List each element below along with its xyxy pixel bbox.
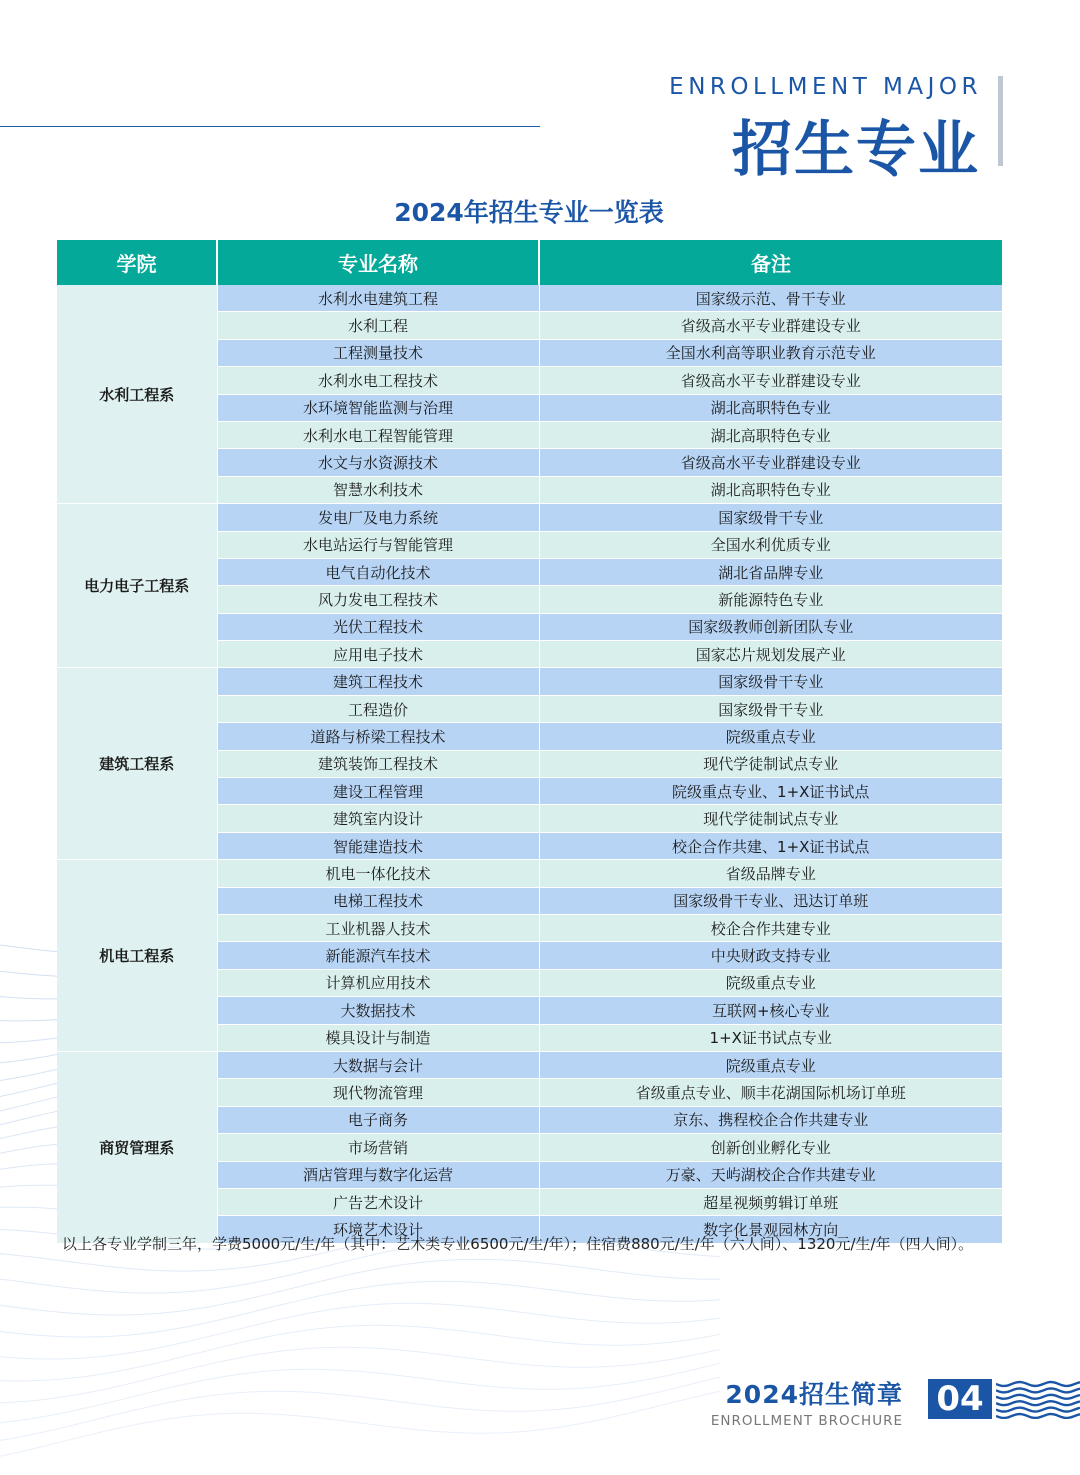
page-wave-line — [996, 1401, 1080, 1405]
header-rule — [0, 126, 540, 127]
major-name-cell: 机电一体化技术 — [217, 860, 539, 887]
major-name-cell: 工程测量技术 — [217, 339, 539, 366]
major-name-cell: 建筑室内设计 — [217, 805, 539, 832]
major-name-cell: 水电站运行与智能管理 — [217, 531, 539, 558]
major-note-cell: 国家级教师创新团队专业 — [539, 613, 1002, 640]
major-note-cell: 国家级骨干专业、迅达订单班 — [539, 887, 1002, 914]
brochure-subtitle: ENROLLMENT BROCHURE — [710, 1413, 903, 1429]
major-note-cell: 院级重点专业、1+X证书试点 — [539, 778, 1002, 805]
major-name-cell: 发电厂及电力系统 — [217, 504, 539, 531]
major-name-cell: 水利工程 — [217, 312, 539, 339]
major-name-cell: 大数据技术 — [217, 997, 539, 1024]
major-note-cell: 省级高水平专业群建设专业 — [539, 367, 1002, 394]
major-name-cell: 电梯工程技术 — [217, 887, 539, 914]
table-row — [57, 668, 1002, 695]
majors-table — [57, 240, 1002, 1244]
major-name-cell: 水利水电建筑工程 — [217, 285, 539, 312]
major-note-cell: 超星视频剪辑订单班 — [539, 1188, 1002, 1215]
major-name-cell: 道路与桥梁工程技术 — [217, 723, 539, 750]
department-cell: 水利工程系 — [57, 285, 217, 504]
page-wave-line — [996, 1382, 1080, 1386]
major-note-cell: 院级重点专业 — [539, 723, 1002, 750]
major-name-cell: 光伏工程技术 — [217, 613, 539, 640]
page-wave-line — [996, 1395, 1080, 1399]
major-note-cell: 院级重点专业 — [539, 1051, 1002, 1078]
page-wave-line — [996, 1414, 1080, 1418]
page-wave-line — [996, 1388, 1080, 1392]
major-name-cell: 水环境智能监测与治理 — [217, 394, 539, 421]
section-title: 招生专业 — [732, 115, 980, 185]
table-header-row — [57, 240, 1002, 285]
major-name-cell: 工程造价 — [217, 695, 539, 722]
major-name-cell: 市场营销 — [217, 1134, 539, 1161]
major-note-cell: 全国水利优质专业 — [539, 531, 1002, 558]
major-note-cell: 湖北高职特色专业 — [539, 476, 1002, 503]
wave-line — [0, 1325, 720, 1381]
page-wave-icon — [996, 1379, 1080, 1419]
major-note-cell: 湖北省品牌专业 — [539, 558, 1002, 585]
major-name-cell: 电子商务 — [217, 1106, 539, 1133]
major-note-cell: 1+X证书试点专业 — [539, 1024, 1002, 1051]
major-note-cell: 国家级骨干专业 — [539, 668, 1002, 695]
major-name-cell: 模具设计与制造 — [217, 1024, 539, 1051]
major-note-cell: 院级重点专业 — [539, 969, 1002, 996]
page-number: 04 — [928, 1379, 992, 1419]
major-note-cell: 现代学徒制试点专业 — [539, 805, 1002, 832]
major-note-cell: 京东、携程校企合作共建专业 — [539, 1106, 1002, 1133]
major-note-cell: 现代学徒制试点专业 — [539, 750, 1002, 777]
major-name-cell: 建设工程管理 — [217, 778, 539, 805]
major-note-cell: 国家级示范、骨干专业 — [539, 285, 1002, 312]
major-name-cell: 环境艺术设计 — [217, 1216, 539, 1243]
major-name-cell: 电气自动化技术 — [217, 558, 539, 585]
brochure-brand — [711, 1375, 903, 1429]
wave-line — [0, 1377, 720, 1442]
column-header-department: 学院 — [57, 240, 217, 285]
major-name-cell: 智慧水利技术 — [217, 476, 539, 503]
table-row — [57, 285, 1002, 312]
major-name-cell: 智能建造技术 — [217, 832, 539, 859]
major-note-cell: 省级高水平专业群建设专业 — [539, 449, 1002, 476]
title-accent-bar — [998, 76, 1003, 166]
wave-line — [0, 1281, 720, 1337]
major-name-cell: 水利水电工程技术 — [217, 367, 539, 394]
column-header-note: 备注 — [539, 240, 1002, 285]
major-name-cell: 水文与水资源技术 — [217, 449, 539, 476]
table-title: 2024年招生专业一览表 — [394, 198, 664, 227]
table-body — [57, 285, 1002, 1243]
table-row — [57, 1051, 1002, 1078]
department-cell: 电力电子工程系 — [57, 504, 217, 668]
major-note-cell: 中央财政支持专业 — [539, 942, 1002, 969]
major-note-cell: 新能源特色专业 — [539, 586, 1002, 613]
major-note-cell: 国家级骨干专业 — [539, 695, 1002, 722]
major-name-cell: 广告艺术设计 — [217, 1188, 539, 1215]
major-name-cell: 现代物流管理 — [217, 1079, 539, 1106]
major-name-cell: 建筑工程技术 — [217, 668, 539, 695]
column-header-major: 专业名称 — [217, 240, 539, 285]
major-note-cell: 全国水利高等职业教育示范专业 — [539, 339, 1002, 366]
page-wave-line — [996, 1408, 1080, 1412]
major-note-cell: 省级品牌专业 — [539, 860, 1002, 887]
wave-line — [0, 1259, 720, 1315]
major-note-cell: 省级重点专业、顺丰花湖国际机场订单班 — [539, 1079, 1002, 1106]
wave-line — [0, 1391, 720, 1458]
tuition-footnote: 以上各专业学制三年，学费5000元/生/年（其中：艺术类专业6500元/生/年）；住宿费880元/生/年（六人间）、1320元/生/年（四人间）。 — [62, 1235, 974, 1253]
major-name-cell: 新能源汽车技术 — [217, 942, 539, 969]
major-name-cell: 应用电子技术 — [217, 641, 539, 668]
major-note-cell: 万豪、天屿湖校企合作共建专业 — [539, 1161, 1002, 1188]
table-row — [57, 504, 1002, 531]
major-note-cell: 国家级骨干专业 — [539, 504, 1002, 531]
english-section-title: ENROLLMENT MAJOR — [669, 74, 982, 100]
department-cell: 商贸管理系 — [57, 1051, 217, 1243]
major-name-cell: 酒店管理与数字化运营 — [217, 1161, 539, 1188]
major-name-cell: 建筑装饰工程技术 — [217, 750, 539, 777]
major-note-cell: 互联网+核心专业 — [539, 997, 1002, 1024]
wave-line — [0, 1363, 720, 1423]
department-cell: 机电工程系 — [57, 860, 217, 1052]
major-note-cell: 数字化景观园林方向 — [539, 1216, 1002, 1243]
department-cell: 建筑工程系 — [57, 668, 217, 860]
wave-line — [0, 1303, 720, 1359]
major-note-cell: 创新创业孵化专业 — [539, 1134, 1002, 1161]
major-note-cell: 校企合作共建、1+X证书试点 — [539, 832, 1002, 859]
brochure-title: 2024招生简章 — [725, 1380, 903, 1409]
major-note-cell: 湖北高职特色专业 — [539, 421, 1002, 448]
major-name-cell: 大数据与会计 — [217, 1051, 539, 1078]
major-note-cell: 校企合作共建专业 — [539, 914, 1002, 941]
major-note-cell: 湖北高职特色专业 — [539, 394, 1002, 421]
major-name-cell: 计算机应用技术 — [217, 969, 539, 996]
major-name-cell: 风力发电工程技术 — [217, 586, 539, 613]
major-note-cell: 省级高水平专业群建设专业 — [539, 312, 1002, 339]
major-name-cell: 工业机器人技术 — [217, 914, 539, 941]
table-row — [57, 860, 1002, 887]
major-name-cell: 水利水电工程智能管理 — [217, 421, 539, 448]
major-note-cell: 国家芯片规划发展产业 — [539, 641, 1002, 668]
